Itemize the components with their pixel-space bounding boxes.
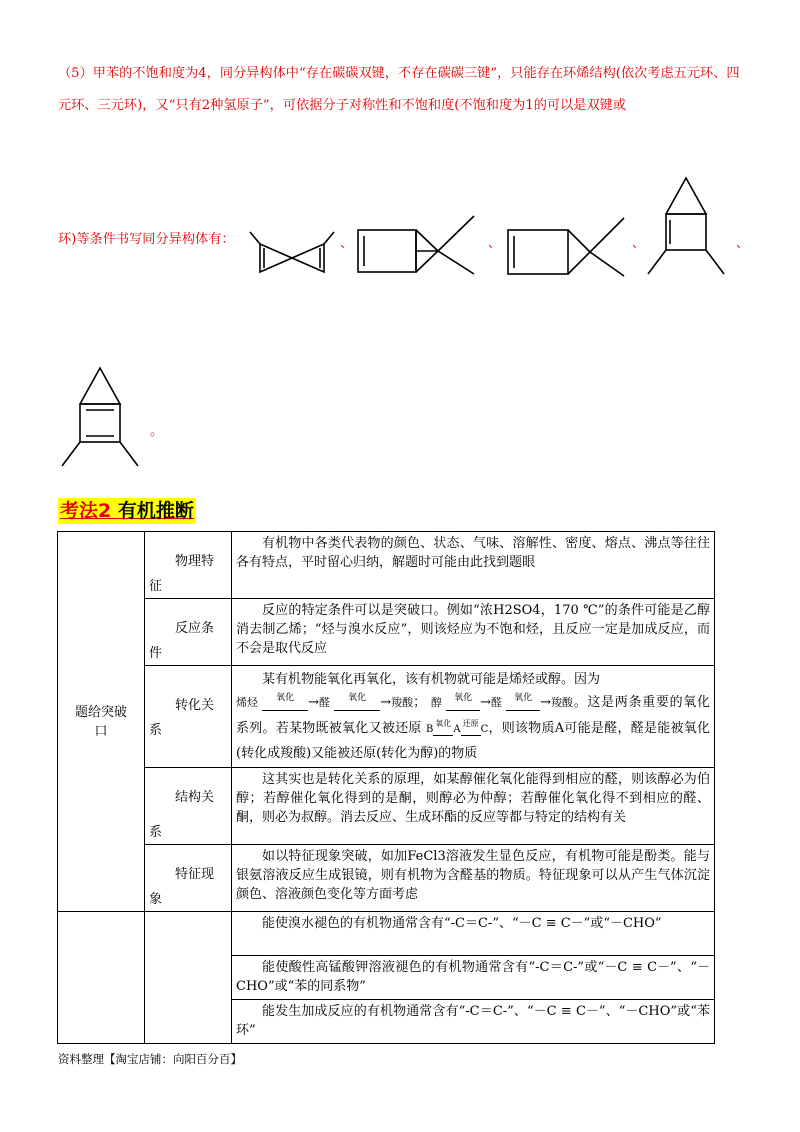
sub-label-tail: 系	[149, 825, 163, 840]
intro-line2: 环)等条件书写同分异构体有：	[58, 232, 235, 247]
redox-scheme	[426, 718, 488, 742]
separator: 、	[488, 236, 502, 251]
row-text: 有机物中各类代表物的颜色、状态、气味、溶解性、密度、熔点、沸点等往往各有特点，平时留心归纳，解题时可能由此找到题眼	[232, 532, 715, 599]
conversion-text-b: 。这是两条重要的氧化系列。若某物既被氧化又被还原	[236, 695, 710, 736]
table-row	[58, 532, 715, 599]
chain-node: 羧酸	[551, 696, 574, 709]
oxidation-chain-alcohol: 醇 氧化 →醛 氧化 →羧酸	[431, 691, 573, 717]
empty-sub-cell	[145, 912, 232, 1044]
table-row	[58, 599, 715, 666]
extra-row-text: 能使酸性高锰酸钾溶液褪色的有机物通常含有“-C＝C-”或“－C ≡ C－”、“－CHO”或“苯的同系物”	[232, 956, 715, 1000]
sub-label-tail: 系	[149, 723, 163, 738]
redox-arrow-label: 还原	[461, 712, 481, 736]
extra-row-text: 能使溴水褪色的有机物通常含有“-C＝C-”、“－C ≡ C－”或“－CHO”	[232, 912, 715, 956]
separator: 、	[632, 236, 646, 251]
structure-cyclobutene-spiro-isomer	[506, 212, 636, 278]
chain-node: 醛	[490, 696, 502, 709]
heading-title: 有机推断	[117, 500, 194, 522]
heading-label: 考法2	[60, 500, 112, 522]
empty-group-cell	[58, 912, 145, 1044]
sub-label: 特征现	[175, 867, 215, 882]
sub-label: 物理特	[175, 554, 215, 569]
chain-node: 醛	[319, 696, 331, 709]
sub-label-cell	[145, 666, 232, 768]
sub-label-tail: 象	[149, 892, 163, 907]
redox-node: B	[425, 724, 434, 735]
sub-label-cell	[145, 768, 232, 845]
row-text-conversion	[232, 666, 715, 768]
chain-arrow-label: 氧化	[262, 687, 308, 711]
table-row	[58, 768, 715, 845]
redox-arrow-label: 氧化	[433, 712, 453, 736]
chain-arrow-label: 氧化	[506, 687, 540, 711]
intro-line1: （5）甲苯的不饱和度为4，同分异构体中“存在碳碳双键，不存在碳碳三键”，只能存在环烯结构(依次考虑五元环、四元环、三元环)，又“只有2种氢原子”，可依据分子对称性和不饱和度(不饱和度为1的可以是双键或	[58, 66, 740, 113]
redox-node: A	[453, 724, 461, 735]
inference-table	[57, 531, 715, 1044]
sub-label-cell	[145, 532, 232, 599]
section-heading	[58, 498, 196, 524]
conversion-text-a: 某有机物能氧化再氧化，该有机物就可能是烯烃或醇。因为	[262, 672, 601, 687]
structure-spiro-bicyclopropene	[244, 228, 340, 276]
row-text: 反应的特定条件可以是突破口。例如“浓H2SO4，170 ℃”的条件可能是乙醇消去制乙烯；“烃与溴水反应”，则该烃应为不饱和烃，且反应一定是加成反应，而不会是取代反应	[232, 599, 715, 666]
structure-cyclobutene-spiro-dimethylcyclopropane	[356, 212, 486, 278]
oxidation-chain-alkene: 烯烃 氧化 →醛 氧化 →羧酸；	[236, 691, 426, 717]
conversion-text-c: ，则该物质A可能是醛，醛是能被氧化(转化成羧酸)又能被还原(转化为醇)的物质	[236, 721, 710, 761]
group-label: 题给突破口	[74, 704, 127, 739]
group-label-cell	[58, 532, 145, 912]
chain-node: 醇	[430, 696, 442, 709]
sub-label: 反应条	[175, 621, 215, 636]
structure-bicyclic-triangle-dimethyl-isomer	[60, 364, 142, 470]
separator: 、	[736, 236, 750, 251]
extra-row-text: 能发生加成反应的有机物通常含有“-C＝C-”、“－C ≡ C－”、“－CHO”或“苯环”	[232, 1000, 715, 1044]
sub-label: 结构关	[175, 790, 215, 805]
table-row	[58, 845, 715, 912]
chain-node: 烯烃	[236, 696, 258, 709]
row-text: 如以特征现象突破，如加FeCl3溶液发生显色反应，有机物可能是酚类。能与银氨溶液反应生成银镜，则有机物为含醛基的物质。特征现象可以从产生气体沉淀颜色、溶液颜色变化等方面考虑	[232, 845, 715, 912]
redox-node: C	[480, 724, 489, 735]
table-row	[58, 666, 715, 768]
sub-label-tail: 征	[149, 579, 163, 594]
table-row	[58, 912, 715, 956]
sub-label: 转化关	[175, 698, 215, 713]
chain-arrow-label: 氧化	[334, 687, 380, 711]
end-mark: 。	[150, 424, 164, 439]
sub-label-cell	[145, 599, 232, 666]
chain-node: 羧酸	[391, 696, 414, 709]
structure-bicyclic-triangle-dimethyl	[646, 174, 726, 280]
chain-arrow-label: 氧化	[446, 687, 480, 711]
sub-label-tail: 件	[149, 646, 163, 661]
sub-label-cell	[145, 845, 232, 912]
separator: 、	[340, 236, 354, 251]
row-text: 这其实也是转化关系的原理，如某醇催化氧化能得到相应的醛，则该醇必为伯醇；若醇催化氧化得到的是酮，则醇必为仲醇；若醇催化氧化得不到相应的醛、酮，则必为叔醇。消去反应、生成环酯的反应等都与特定的结构有关	[232, 768, 715, 845]
footer-source: 资料整理【淘宝店铺：向阳百分百】	[58, 1052, 242, 1066]
